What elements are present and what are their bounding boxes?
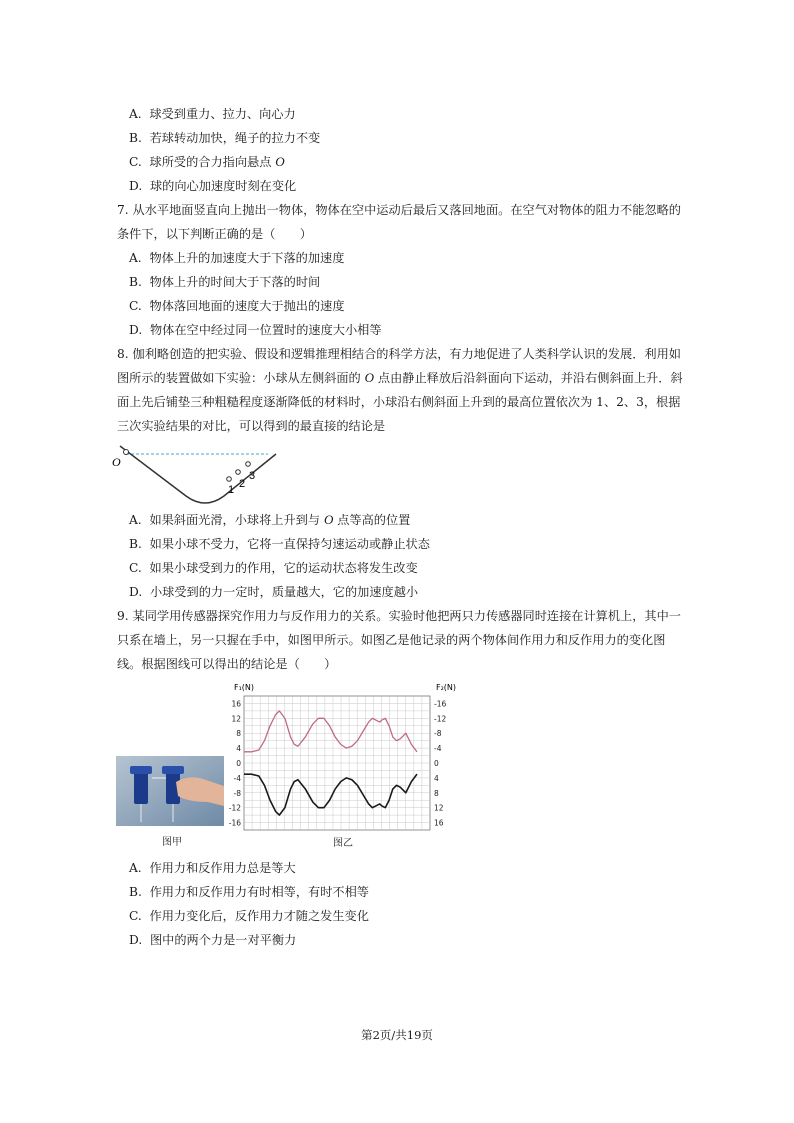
page-footer: 第2页/共19页: [361, 1028, 433, 1042]
y-left-tick-label: 16: [231, 699, 241, 709]
force-chart: [224, 680, 474, 836]
mark-2-label: 2: [239, 478, 246, 490]
ball-mark-1: [227, 477, 232, 482]
ball-mark-3: [246, 462, 251, 467]
q8-option-d: D. 小球受到的力一定时，质量越大，它的加速度越小: [129, 585, 419, 599]
y-left-tick-label: -12: [228, 803, 241, 813]
y-left-tick-label: 0: [236, 759, 241, 768]
y-left-tick-label: -4: [233, 773, 241, 783]
hand-sensor-head: [162, 766, 184, 774]
y-right-tick-label: 8: [434, 788, 439, 798]
q6-option-a: A. 球受到重力、拉力、向心力: [129, 107, 296, 121]
y-right-tick-label: -16: [434, 699, 447, 709]
y-right-axis-label: F₂(N): [436, 683, 457, 692]
y-left-tick-label: 8: [236, 729, 241, 739]
y-right-tick-label: -4: [434, 744, 442, 754]
mark-1-label: 1: [228, 484, 235, 496]
y-left-axis-label: F₁(N): [234, 683, 255, 692]
q8-option-a: A. 如果斜面光滑，小球将上升到与 O 点等高的位置: [129, 512, 411, 527]
y-right-tick-label: 0: [434, 759, 439, 768]
q9-option-c: C. 作用力变化后，反作用力才随之发生变化: [129, 909, 369, 923]
incline-figure: [108, 444, 278, 508]
y-right-tick-label: 12: [434, 803, 444, 813]
chart-grid: [244, 696, 430, 830]
q8-stem-line4: 三次实验结果的对比，可以得到的最直接的结论是: [117, 419, 386, 433]
q8-stem-line2: 图所示的装置做如下实验：小球从左侧斜面的 O 点由静止释放后沿斜面向下运动，并沿右侧斜面上升．斜: [117, 370, 683, 385]
q9-stem-line2: 只系在墙上，另一只握在手中，如图甲所示。如图乙是他记录的两个物体间作用力和反作用力的变化图: [117, 633, 666, 647]
y-right-tick-label: -12: [434, 714, 447, 724]
q7-stem-line2: 条件下，以下判断正确的是（ ）: [117, 227, 312, 241]
q7-stem-line1: 7. 从水平地面竖直向上抛出一物体，物体在空中运动后最后又落回地面。在空气对物体的阻力不能忽略的: [117, 203, 681, 217]
q9-option-a: A. 作用力和反作用力总是等大: [129, 861, 296, 875]
graph-caption: 图乙: [333, 838, 353, 849]
y-left-tick-label: -16: [228, 818, 241, 828]
sensor-photo: [116, 756, 224, 836]
wall-sensor-head: [130, 766, 152, 774]
q8-option-c: C. 如果小球受到力的作用，它的运动状态将发生改变: [129, 561, 418, 575]
y-right-tick-label: 4: [434, 773, 439, 783]
y-left-tick-label: -8: [233, 788, 241, 798]
q7-option-c: C. 物体落回地面的速度大于抛出的速度: [129, 299, 345, 313]
ball-start: [124, 450, 129, 455]
q9-stem-line3: 线。根据图线可以得出的结论是（ ）: [117, 657, 337, 671]
y-left-tick-label: 12: [231, 714, 241, 724]
y-right-tick-label: -8: [434, 729, 442, 739]
y-left-tick-label: 4: [236, 744, 241, 754]
q9-option-b: B. 作用力和反作用力有时相等，有时不相等: [129, 885, 369, 899]
q8-option-b: B. 如果小球不受力，它将一直保持匀速运动或静止状态: [129, 537, 430, 551]
ball-mark-2: [236, 470, 241, 475]
q6-option-d: D. 球的向心加速度时刻在变化: [129, 179, 297, 193]
point-o-label: O: [112, 455, 121, 469]
q7-option-a: A. 物体上升的加速度大于下落的加速度: [129, 251, 345, 265]
q7-option-d: D. 物体在空中经过同一位置时的速度大小相等: [129, 323, 382, 337]
q8-stem-line1: 8. 伽利略创造的把实验、假设和逻辑推理相结合的科学方法，有力地促进了人类科学认识的发展．利用如: [117, 347, 681, 361]
q6-option-b: B. 若球转动加快，绳子的拉力不变: [129, 131, 321, 145]
mark-3-label: 3: [249, 470, 256, 482]
q9-stem-line1: 9. 某同学用传感器探究作用力与反作用力的关系。实验时他把两只力传感器同时连接在计算机上，其中一: [117, 609, 681, 623]
y-right-tick-label: 16: [434, 818, 444, 828]
photo-caption: 图甲: [162, 837, 182, 848]
q7-option-b: B. 物体上升的时间大于下落的时间: [129, 275, 321, 289]
q9-option-d: D. 图中的两个力是一对平衡力: [129, 933, 297, 947]
q8-stem-line3: 面上先后铺垫三种粗糙程度逐渐降低的材料时，小球沿右侧斜面上升到的最高位置依次为 1、2、3，根据: [117, 395, 681, 409]
wall-sensor: [134, 770, 148, 804]
q6-option-c: C. 球所受的合力指向悬点 O: [129, 154, 285, 169]
